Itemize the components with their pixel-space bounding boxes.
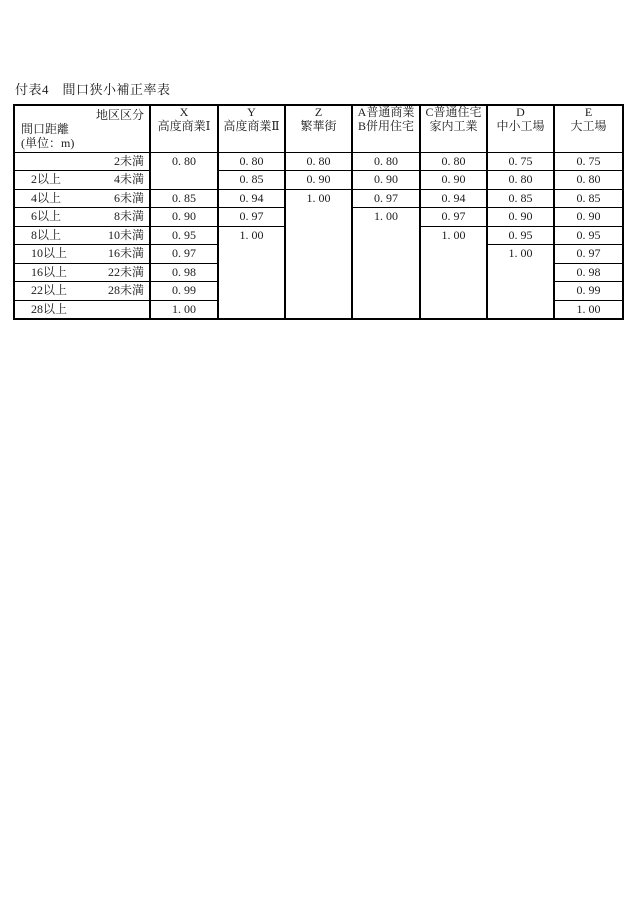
table-row — [14, 171, 623, 190]
rate-value-cell: 0. 85 — [218, 171, 285, 190]
document-title: 付表4 間口狭小補正率表 — [15, 82, 171, 97]
rate-value-cell: 0. 97 — [420, 208, 487, 227]
rate-value-cell: 1. 00 — [352, 208, 420, 320]
rate-value-cell: 0. 99 — [554, 282, 623, 301]
row-range-cell: 28以上 — [14, 300, 150, 319]
rate-value-cell: 0. 99 — [150, 282, 218, 301]
row-range-cell: 8以上 10未満 — [14, 226, 150, 245]
rate-value-cell: 0. 80 — [487, 171, 554, 190]
rate-value-cell: 0. 97 — [554, 245, 623, 264]
district-category-label: 地区区分 — [95, 108, 144, 122]
row-range-cell: 6以上 8未満 — [14, 208, 150, 227]
row-range-cell: 22以上 28未満 — [14, 282, 150, 301]
corner-header-cell — [14, 105, 150, 152]
rate-value-cell: 0. 90 — [150, 208, 218, 227]
rate-value-cell: 0. 85 — [554, 189, 623, 208]
table-row — [14, 152, 623, 171]
column-header-x: X 高度商業Ⅰ — [150, 105, 218, 152]
rate-value-cell: 0. 80 — [554, 171, 623, 190]
row-range-cell: 10以上 16未満 — [14, 245, 150, 264]
rate-value-cell: 0. 80 — [420, 152, 487, 171]
rate-value-cell: 0. 90 — [487, 208, 554, 227]
rate-value-cell: 0. 97 — [150, 245, 218, 264]
table-row — [14, 189, 623, 208]
rate-value-cell: 0. 90 — [352, 171, 420, 190]
rate-value-cell: 0. 95 — [150, 226, 218, 245]
rate-value-cell: 0. 94 — [218, 189, 285, 208]
rate-value-cell: 0. 97 — [352, 189, 420, 208]
row-range-cell: 2以上 4未満 — [14, 171, 150, 190]
rate-value-cell: 1. 00 — [150, 300, 218, 319]
column-header-z: Z 繁華街 — [285, 105, 352, 152]
rate-value-cell: 0. 80 — [352, 152, 420, 171]
rate-value-cell: 0. 95 — [487, 226, 554, 245]
column-header-e: E 大工場 — [554, 105, 623, 152]
rate-value-cell: 0. 85 — [150, 189, 218, 208]
rate-value-cell: 0. 75 — [487, 152, 554, 171]
rate-value-cell: 0. 80 — [150, 152, 218, 189]
header-row — [14, 105, 623, 152]
rate-value-cell: 0. 75 — [554, 152, 623, 171]
frontage-distance-label: 間口距離 — [21, 122, 70, 136]
rate-value-cell: 0. 85 — [487, 189, 554, 208]
column-header-c: C普通住宅 家内工業 — [420, 105, 487, 152]
rate-value-cell: 0. 80 — [218, 152, 285, 171]
rate-value-cell: 0. 95 — [554, 226, 623, 245]
unit-label: (単位：m) — [21, 136, 75, 150]
rate-value-cell: 0. 80 — [285, 152, 352, 171]
rate-value-cell: 1. 00 — [554, 300, 623, 319]
rate-value-cell: 0. 90 — [554, 208, 623, 227]
rate-value-cell: 1. 00 — [218, 226, 285, 319]
column-header-a: A普通商業 B併用住宅 — [352, 105, 420, 152]
rate-value-cell: 0. 94 — [420, 189, 487, 208]
row-range-cell: 4以上 6未満 — [14, 189, 150, 208]
row-range-cell: 2未満 — [14, 152, 150, 171]
frontage-correction-rate-table — [13, 104, 624, 320]
rate-value-cell: 0. 97 — [218, 208, 285, 227]
column-header-d: D 中小工場 — [487, 105, 554, 152]
rate-value-cell: 0. 98 — [554, 263, 623, 282]
row-range-cell: 16以上 22未満 — [14, 263, 150, 282]
rate-value-cell: 1. 00 — [487, 245, 554, 320]
rate-value-cell: 0. 98 — [150, 263, 218, 282]
rate-value-cell: 0. 90 — [285, 171, 352, 190]
column-header-y: Y 高度商業Ⅱ — [218, 105, 285, 152]
rate-value-cell: 1. 00 — [420, 226, 487, 319]
rate-value-cell: 1. 00 — [285, 189, 352, 319]
rate-value-cell: 0. 90 — [420, 171, 487, 190]
